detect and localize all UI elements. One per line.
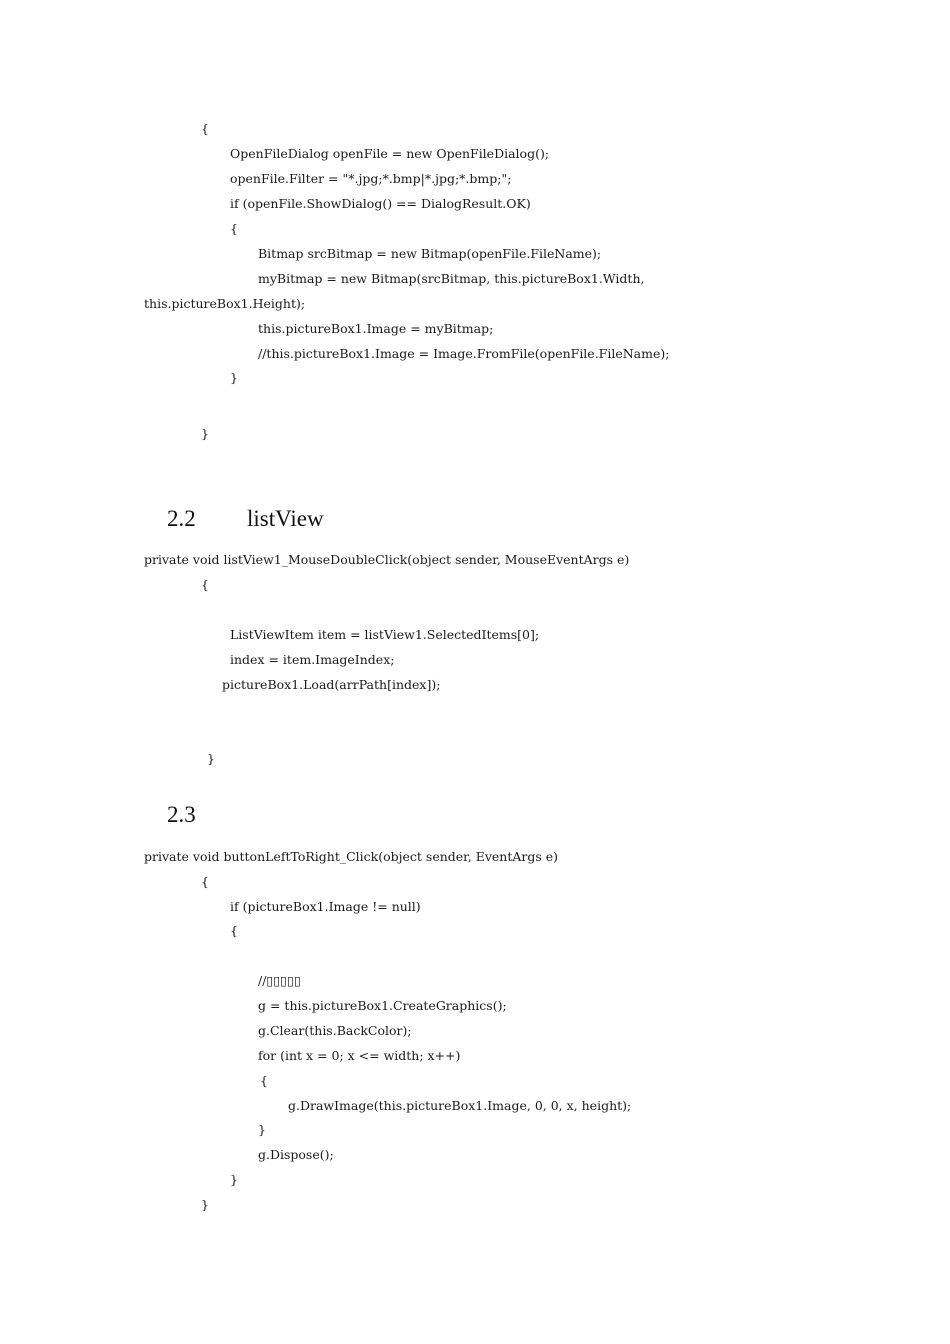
code-line: g.DrawImage(this.pictureBox1.Image, 0, 0, x, height);: [288, 1098, 632, 1113]
code-line: {: [201, 577, 209, 592]
code-line: {: [260, 1073, 268, 1088]
code-line: this.pictureBox1.Image = myBitmap;: [258, 321, 494, 336]
code-line: pictureBox1.Load(arrPath[index]);: [222, 677, 441, 692]
code-line: myBitmap = new Bitmap(srcBitmap, this.pictureBox1.Width,: [258, 271, 645, 286]
code-line: {: [230, 923, 238, 938]
section-number: 2.2: [167, 506, 196, 531]
code-line: this.pictureBox1.Height);: [144, 296, 306, 311]
section-heading-2-3: [144, 773, 196, 857]
code-line: Bitmap srcBitmap = new Bitmap(openFile.FileName);: [258, 246, 602, 261]
code-line: g.Clear(this.BackColor);: [258, 1023, 412, 1038]
section-title: listView: [247, 506, 324, 531]
code-line: }: [207, 751, 215, 766]
code-line: }: [258, 1122, 266, 1137]
code-line: openFile.Filter = "*.jpg;*.bmp|*.jpg;*.bmp;";: [230, 171, 512, 186]
code-line: private void buttonLeftToRight_Click(object sender, EventArgs e): [144, 849, 559, 864]
code-line: {: [201, 874, 209, 889]
code-line: //▯▯▯▯▯: [258, 973, 301, 988]
code-line: {: [201, 121, 209, 136]
code-line: ListViewItem item = listView1.SelectedItems[0];: [230, 627, 540, 642]
code-line: OpenFileDialog openFile = new OpenFileDialog();: [230, 146, 550, 161]
code-line: {: [230, 221, 238, 236]
code-line: }: [230, 370, 238, 385]
code-line: index = item.ImageIndex;: [230, 652, 395, 667]
code-line: }: [201, 1197, 209, 1212]
section-number: 2.3: [167, 802, 196, 827]
code-line: g.Dispose();: [258, 1147, 334, 1162]
code-line: }: [201, 426, 209, 441]
code-line: g = this.pictureBox1.CreateGraphics();: [258, 998, 507, 1013]
code-line: for (int x = 0; x <= width; x++): [258, 1048, 461, 1063]
code-line: if (openFile.ShowDialog() == DialogResult.OK): [230, 196, 531, 211]
code-line: //this.pictureBox1.Image = Image.FromFile(openFile.FileName);: [258, 346, 670, 361]
section-heading-2-2: [144, 477, 324, 561]
code-line: }: [230, 1172, 238, 1187]
code-line: private void listView1_MouseDoubleClick(object sender, MouseEventArgs e): [144, 552, 630, 567]
code-line: if (pictureBox1.Image != null): [230, 899, 421, 914]
